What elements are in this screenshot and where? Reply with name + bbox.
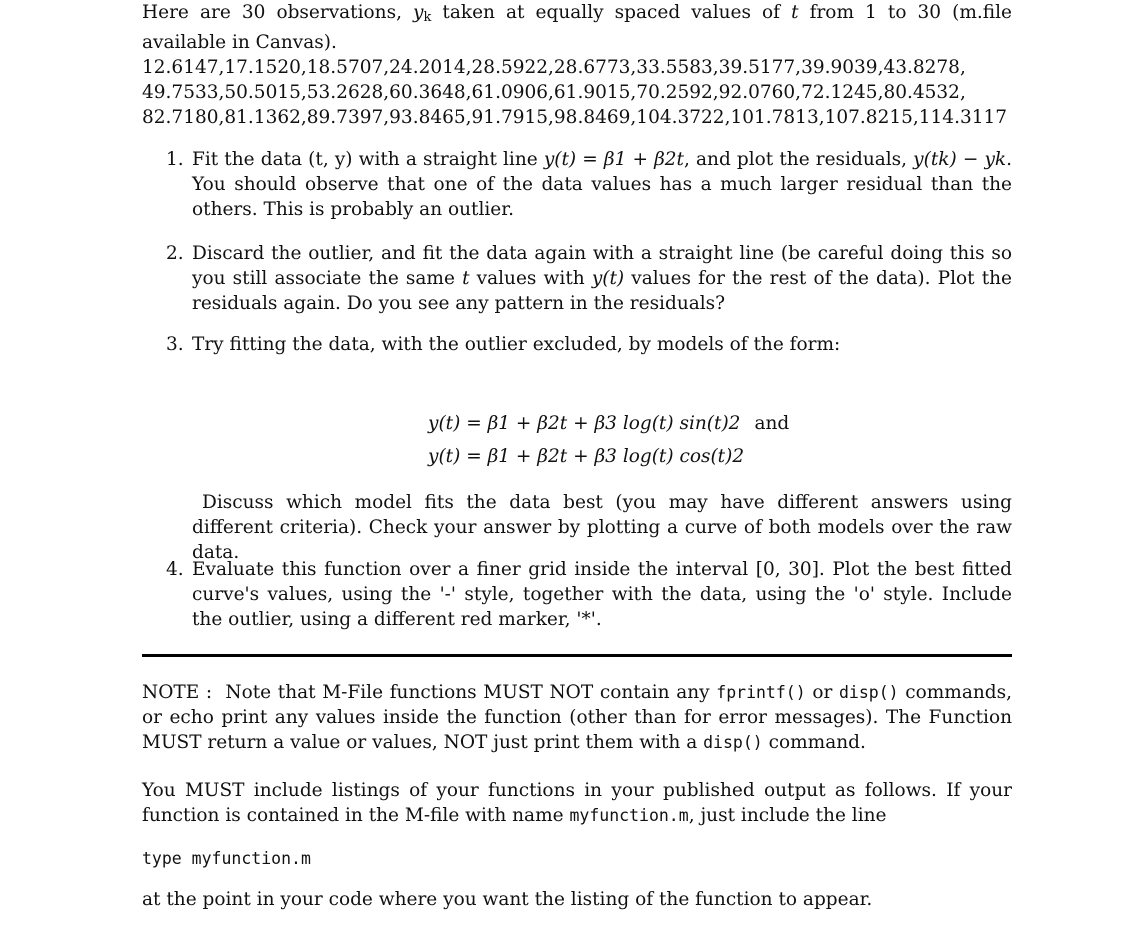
- data-line-3: 82.7180,81.1362,89.7397,93.8465,91.7915,98.8469,104.3722,101.7813,107.8215,114.3117: [142, 107, 1008, 128]
- intro-sentence: Here are 30 observations, $y_k$ taken at equally spaced values of t from 1 to 30 (m.file available in Canvas).: [142, 2, 1012, 53]
- item-number: 4.: [166, 559, 184, 580]
- code-disp: disp(): [838, 683, 899, 702]
- task-item-2: [166, 241, 1012, 316]
- equation-sin: y(t) = β1 + β2t + β3 log(t) sin(t)2 and: [428, 413, 790, 434]
- note-paragraph: NOTE : Note that M-File functions MUST NOT contain any fprintf() or disp() commands, or echo print any values inside the function (other than for error messages). The Function MUST return a value or values, NOT just print them with a disp() command.: [142, 682, 1012, 753]
- code-disp: disp(): [703, 733, 763, 752]
- horizontal-rule: [142, 654, 1012, 657]
- data-line-2: 49.7533,50.5015,53.2628,60.3648,61.0906,61.9015,70.2592,92.0760,72.1245,80.4532,: [142, 82, 966, 103]
- code-fprintf: fprintf(): [716, 683, 806, 702]
- item-text: Discard the outlier, and fit the data again with a straight line (be careful doing this so you still associate the same t values with y(t) values for the rest of the data). Plot the residuals again. Do you see any pattern in the residuals?: [192, 243, 1012, 314]
- listing-after: at the point in your code where you want the listing of the function to appear.: [142, 889, 873, 910]
- code-filename: myfunction.m: [569, 806, 689, 825]
- item-text: Fit the data (t, y) with a straight line y(t) = β1 + β2t, and plot the residuals, y(tk) − yk. You should observe that one of the data values has a much larger residual than the others. This is probably an outlier.: [192, 149, 1012, 220]
- note-label: NOTE :: [142, 682, 213, 703]
- item-text: Evaluate this function over a finer grid inside the interval [0, 30]. Plot the best fitted curve's values, using the '-' style, together with the data, using the 'o' style. Include the outlier, using a different red marker, '*'.: [192, 559, 1012, 630]
- data-line-1: 12.6147,17.1520,18.5707,24.2014,28.5922,28.6773,33.5583,39.5177,39.9039,43.8278,: [142, 57, 966, 78]
- task-item-1: [166, 147, 1012, 222]
- item-text: Try fitting the data, with the outlier excluded, by models of the form:: [192, 334, 841, 355]
- model-equations: [428, 407, 789, 473]
- equation-cos: y(t) = β1 + β2t + β3 log(t) cos(t)2: [428, 446, 745, 467]
- task-item-4: [166, 557, 1012, 632]
- discuss-paragraph: Discuss which model fits the data best (you may have different answers using different criteria). Check your answer by plotting a curve of both models over the raw data.: [192, 492, 1012, 563]
- task-item-3: [166, 332, 1012, 357]
- item-number: 1.: [166, 149, 184, 170]
- listing-paragraph: You MUST include listings of your functions in your published output as follows. If your function is contained in the M-file with name myfunction.m, just include the line: [142, 780, 1012, 826]
- item-number: 3.: [166, 334, 184, 355]
- intro-paragraph: [142, 0, 1012, 130]
- type-command: type myfunction.m: [142, 849, 311, 868]
- item-number: 2.: [166, 243, 184, 264]
